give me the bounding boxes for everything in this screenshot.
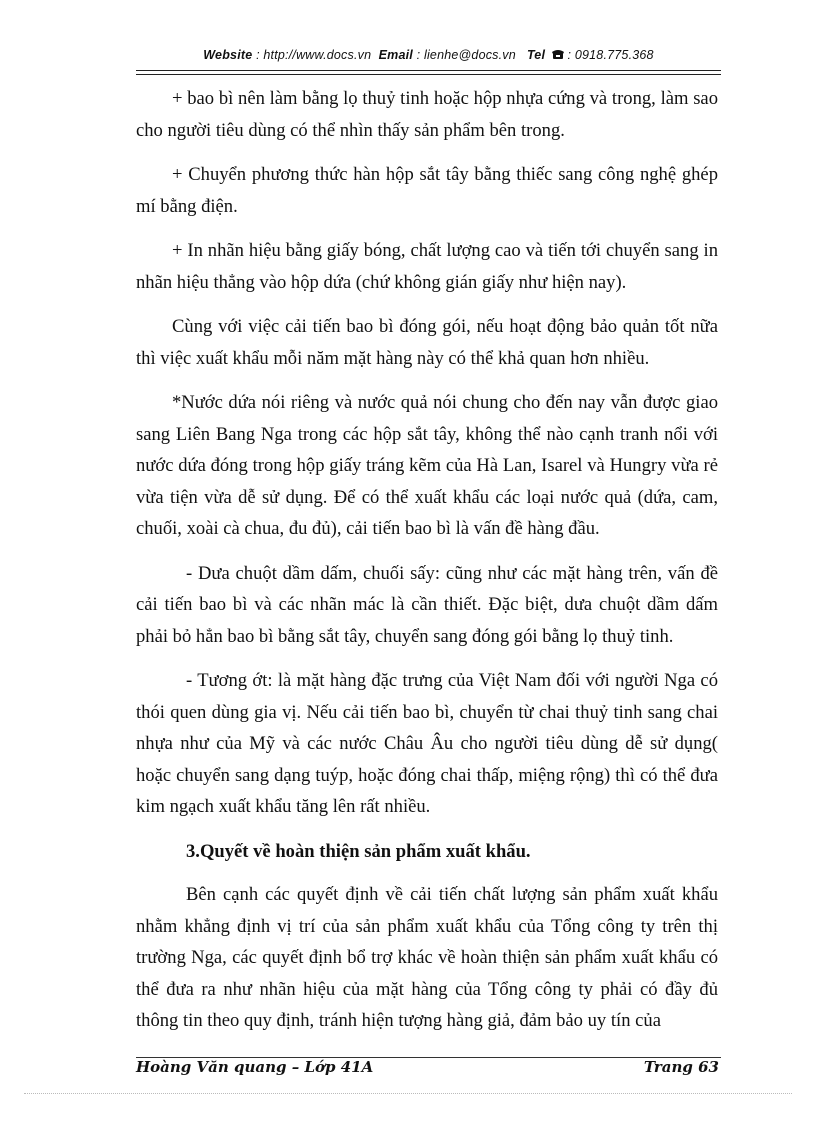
phone-icon xyxy=(552,49,564,63)
header-rule xyxy=(136,70,721,71)
paragraph-product-improvement: Bên cạnh các quyết định về cải tiến chất lượng sản phẩm xuất khẩu nhằm khẳng định vị trí của sản phẩm xuất khẩu của Tổng công ty trên thị trường Nga, các quyết định bổ trợ khác về hoàn thiện sản phẩm xuất khẩu có thể đưa ra như nhãn hiệu của mặt hàng của Tổng công ty phải có đầy đủ thông tin theo quy định, tránh hiện tượng hàng giả, đảm bảo uy tín của xyxy=(136,884,718,1031)
paragraph-label-printing: + In nhãn hiệu bằng giấy bóng, chất lượng cao và tiến tới chuyển sang in nhãn hiệu thẳng vào hộp dứa (chứ không gián giấy như hiện nay). xyxy=(136,240,718,293)
paragraph-pineapple-juice: *Nước dứa nói riêng và nước quả nói chung cho đến nay vẫn được giao sang Liên Bang Nga trong các hộp sắt tây, không thể nào cạnh tranh nổi với nước dứa đóng trong hộp giấy tráng kẽm của Hà Lan, Isarel và Hungry vừa rẻ vừa tiện vừa dễ sử dụng. Để có thể xuất khẩu các loại nước quả (dứa, cam, chuối, xoài cà chua, đu đủ), cải tiến bao bì là vấn đề hàng đầu. xyxy=(136,392,718,539)
tel-value: : 0918.775.368 xyxy=(563,48,654,62)
paragraph-chili-sauce: - Tương ớt: là mặt hàng đặc trưng của Việt Nam đối với người Nga có thói quen dùng gia vị. Nếu cải tiến bao bì, chuyển từ chai thuỷ tinh sang chai nhựa như của Mỹ và các nước Châu Âu cho người tiêu dùng dễ sử dụng( hoặc chuyển sang dạng tuýp, hoặc đóng chai thấp, miệng rộng) thì có thể đưa kim ngạch xuất khẩu tăng lên rất nhiều. xyxy=(136,670,718,817)
paragraph-can-sealing: + Chuyển phương thức hàn hộp sắt tây bằng thiếc sang công nghệ ghép mí bằng điện. xyxy=(136,164,718,217)
website-value: : http://www.docs.vn xyxy=(252,48,372,62)
header-rule-2 xyxy=(136,74,721,75)
page-content xyxy=(136,80,718,1037)
tel-label: Tel xyxy=(526,48,546,62)
email-value: : lienhe@docs.vn xyxy=(412,48,516,62)
footer-page-number: Trang 63 xyxy=(643,1058,719,1076)
section-heading: 3.Quyết về hoàn thiện sản phẩm xuất khẩu. xyxy=(186,840,531,862)
website-label: Website xyxy=(203,48,253,62)
page-header xyxy=(136,48,721,63)
paragraph-packaging-glass: + bao bì nên làm bằng lọ thuỷ tinh hoặc hộp nhựa cứng và trong, làm sao cho người tiêu dùng có thể nhìn thấy sản phẩm bên trong. xyxy=(136,88,718,141)
email-label: Email xyxy=(378,48,413,62)
page-break-line xyxy=(24,1093,792,1094)
footer-author: Hoàng Văn quang – Lớp 41A xyxy=(136,1058,374,1076)
paragraph-pickled-cucumber: - Dưa chuột dầm dấm, chuối sấy: cũng như các mặt hàng trên, vấn đề cải tiến bao bì và các nhãn mác là cần thiết. Đặc biệt, dưa chuột dầm dấm phải bỏ hẳn bao bì bằng sắt tây, chuyển sang đóng gói bằng lọ thuỷ tinh. xyxy=(136,562,718,647)
paragraph-packaging-improvement: Cùng với việc cải tiến bao bì đóng gói, nếu hoạt động bảo quản tốt nữa thì việc xuất khẩu mỗi năm mặt hàng này có thể khả quan hơn nhiều. xyxy=(136,316,718,369)
